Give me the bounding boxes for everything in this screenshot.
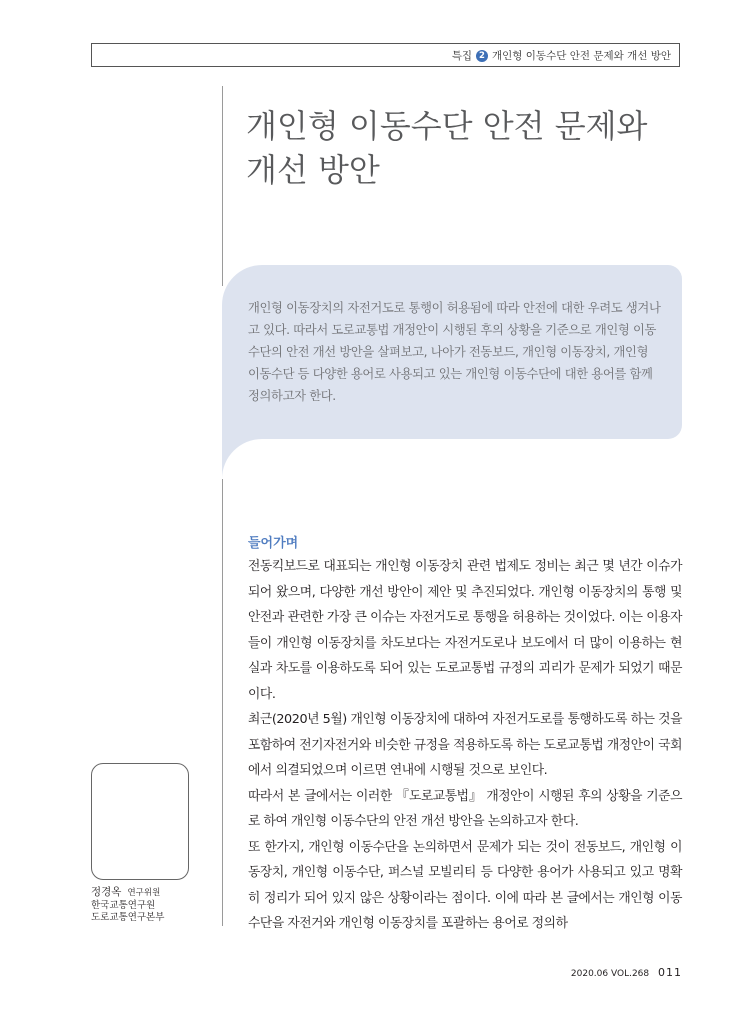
author-photo-frame <box>91 763 189 880</box>
body-paragraph-4: 또 한가지, 개인형 이동수단을 논의하면서 문제가 되는 것이 전동보드, 개인형 이동장치, 개인형 이동수단, 퍼스널 모빌리티 등 다양한 용어가 사용되고 있고 명확히 정리가 되어 있지 않은 상황이라는 점이다. 이에 따라 본 글에서는 개인형 이동수단을 자전거와 개인형 이동장치를 포괄하는 용어로 정의하 <box>248 839 682 931</box>
header-title: 개인형 이동수단 안전 문제와 개선 방안 <box>492 50 671 62</box>
article-title-line2: 개선 방안 <box>246 151 380 189</box>
body-paragraph-3: 따라서 본 글에서는 이러한 『도로교통법』 개정안이 시행된 후의 상황을 기준으로 하여 개인형 이동수단의 안전 개선 방안을 논의하고자 한다. <box>248 788 682 829</box>
header-number-badge: 2 <box>476 50 488 62</box>
author-role: 연구위원 <box>127 888 161 898</box>
vertical-divider-bottom <box>222 474 223 926</box>
abstract-text: 개인형 이동장치의 자전거도로 통행이 허용됨에 따라 안전에 대한 우려도 생겨나고 있다. 따라서 도로교통법 개정안이 시행된 후의 상황을 기준으로 개인형 이동수단의 안전 개선 방안을 살펴보고, 나아가 전동보드, 개인형 이동장치, 개인형 이동수단 등 다양한 용어로 사용되고 있는 개인형 이동수단에 대한 용어를 함께 정의하고자 한다. <box>248 301 661 403</box>
section-heading: 들어가며 <box>248 536 299 551</box>
article-title <box>246 104 676 192</box>
article-body <box>248 554 682 937</box>
abstract-box-tail <box>222 439 262 479</box>
author-info <box>91 886 216 925</box>
running-header <box>91 43 680 67</box>
author-affiliation-1: 한국교통연구원 <box>91 899 156 911</box>
author-name: 정경옥 <box>91 886 122 898</box>
body-paragraph-2: 최근(2020년 5월) 개인형 이동장치에 대하여 자전거도로를 통행하도록 하는 것을 포함하여 전기자전거와 비슷한 규정을 적용하도록 하는 도로교통법 개정안이 국회에서 의결되었으며 이르면 연내에 시행될 것으로 보인다. <box>248 712 682 778</box>
body-paragraph-1: 전동킥보드로 대표되는 개인형 이동장치 관련 법제도 정비는 최근 몇 년간 이슈가 되어 왔으며, 다양한 개선 방안이 제안 및 추진되었다. 개인형 이동장치의 통행 및 안전과 관련한 가장 큰 이슈는 자전거도로 통행을 허용하는 것이었다. 이는 이용자들이 개인형 이동장치를 차도보다는 자전거도로나 보도에서 더 많이 이용하는 현실과 차도를 이용하도록 되어 있는 도로교통법 규정의 괴리가 문제가 되었기 때문이다. <box>248 559 682 702</box>
vertical-divider-top <box>222 86 223 286</box>
author-name-line <box>91 886 216 900</box>
footer-issue: 2020.06 VOL.268 <box>570 969 650 979</box>
page-number: 011 <box>658 966 682 979</box>
header-label: 특집 <box>451 50 473 62</box>
running-header-text <box>452 48 671 63</box>
author-affiliation-2: 도로교통연구본부 <box>91 912 165 923</box>
page-footer <box>560 966 682 979</box>
article-title-line1: 개인형 이동수단 안전 문제와 <box>246 107 648 145</box>
abstract-box <box>222 265 682 439</box>
